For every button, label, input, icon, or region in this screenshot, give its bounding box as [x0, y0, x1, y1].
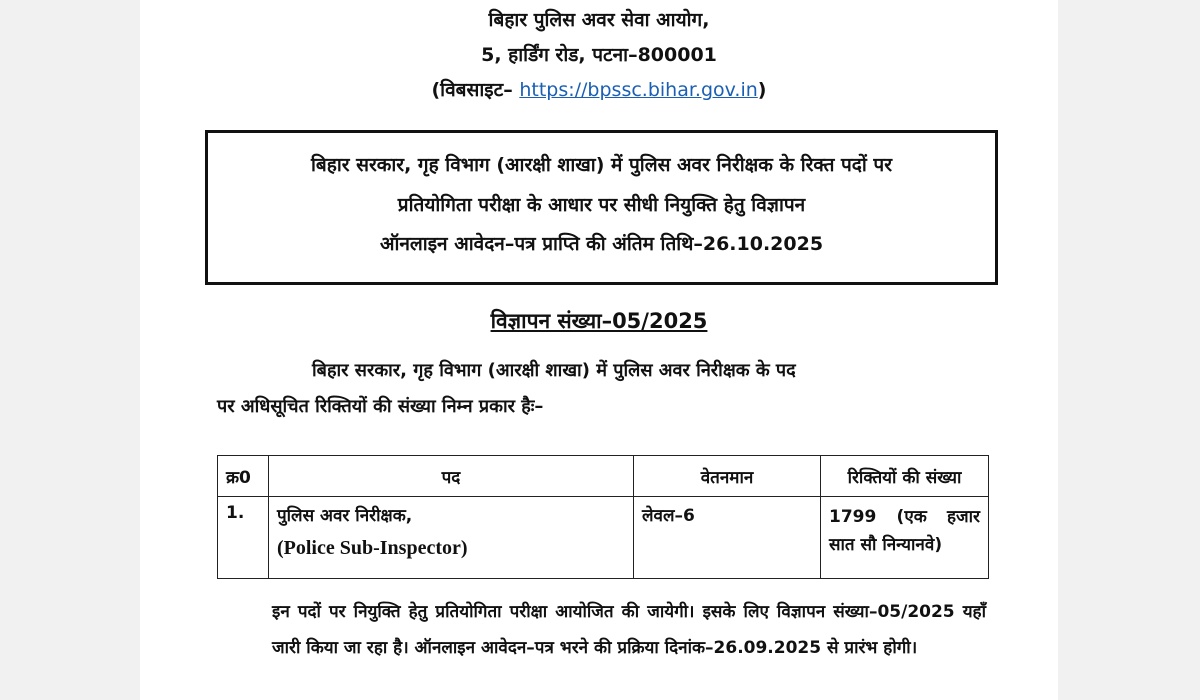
cell-serial: 1. — [218, 497, 269, 579]
table-header-row — [218, 456, 989, 497]
table-row — [218, 497, 989, 579]
notice-line-3: ऑनलाइन आवेदन–पत्र प्राप्ति की अंतिम तिथि–26.10.2025 — [379, 233, 824, 255]
vacancy-table — [217, 455, 989, 579]
notice-line-2: प्रतियोगिता परीक्षा के आधार पर सीधी नियुक्ति हेतु विज्ञापन — [397, 194, 806, 216]
intro-line-2: पर अधिसूचित रिक्तियों की संख्या निम्न प्रकार हैः– — [217, 396, 544, 417]
cell-pay-level: लेवल–6 — [634, 497, 821, 579]
advertisement-title: विज्ञापन संख्या–05/2025 — [490, 309, 708, 333]
website-prefix: (विबसाइट– — [431, 79, 513, 101]
cell-post — [269, 497, 634, 579]
document-page — [140, 0, 1058, 700]
website-link[interactable]: https://bpssc.bihar.gov.in — [519, 79, 758, 101]
intro-line-1: बिहार सरकार, गृह विभाग (आरक्षी शाखा) में पुलिस अवर निरीक्षक के पद — [312, 360, 796, 381]
notice-line-1: बिहार सरकार, गृह विभाग (आरक्षी शाखा) में पुलिस अवर निरीक्षक के रिक्त पदों पर — [311, 154, 892, 176]
header-post: पद — [269, 456, 634, 497]
notice-box — [205, 130, 998, 285]
header-pay-scale: वेतनमान — [634, 456, 821, 497]
cell-vacancies: 1799 (एक हजार सात सौ निन्यानवे) — [821, 497, 989, 579]
post-hindi: पुलिस अवर निरीक्षक, — [277, 506, 413, 526]
header-vacancies: रिक्तियों की संख्या — [821, 456, 989, 497]
commission-address: 5, हार्डिंग रोड, पटना–800001 — [481, 44, 717, 66]
commission-name: बिहार पुलिस अवर सेवा आयोग, — [488, 9, 710, 31]
website-line — [140, 78, 1058, 102]
header-serial: क्र0 — [218, 456, 269, 497]
post-english: (Police Sub-Inspector) — [277, 537, 468, 559]
footer-paragraph: इन पदों पर नियुक्ति हेतु प्रतियोगिता परीक्षा आयोजित की जायेगी। इसके लिए विज्ञापन संख्या–05/2025 यहाँ जारी किया जा रहा है। ऑनलाइन आवेदन–पत्र भरने की प्रक्रिया दिनांक–26.09.2025 से प्रारंभ होगी। — [272, 602, 986, 658]
website-suffix: ) — [757, 79, 767, 101]
